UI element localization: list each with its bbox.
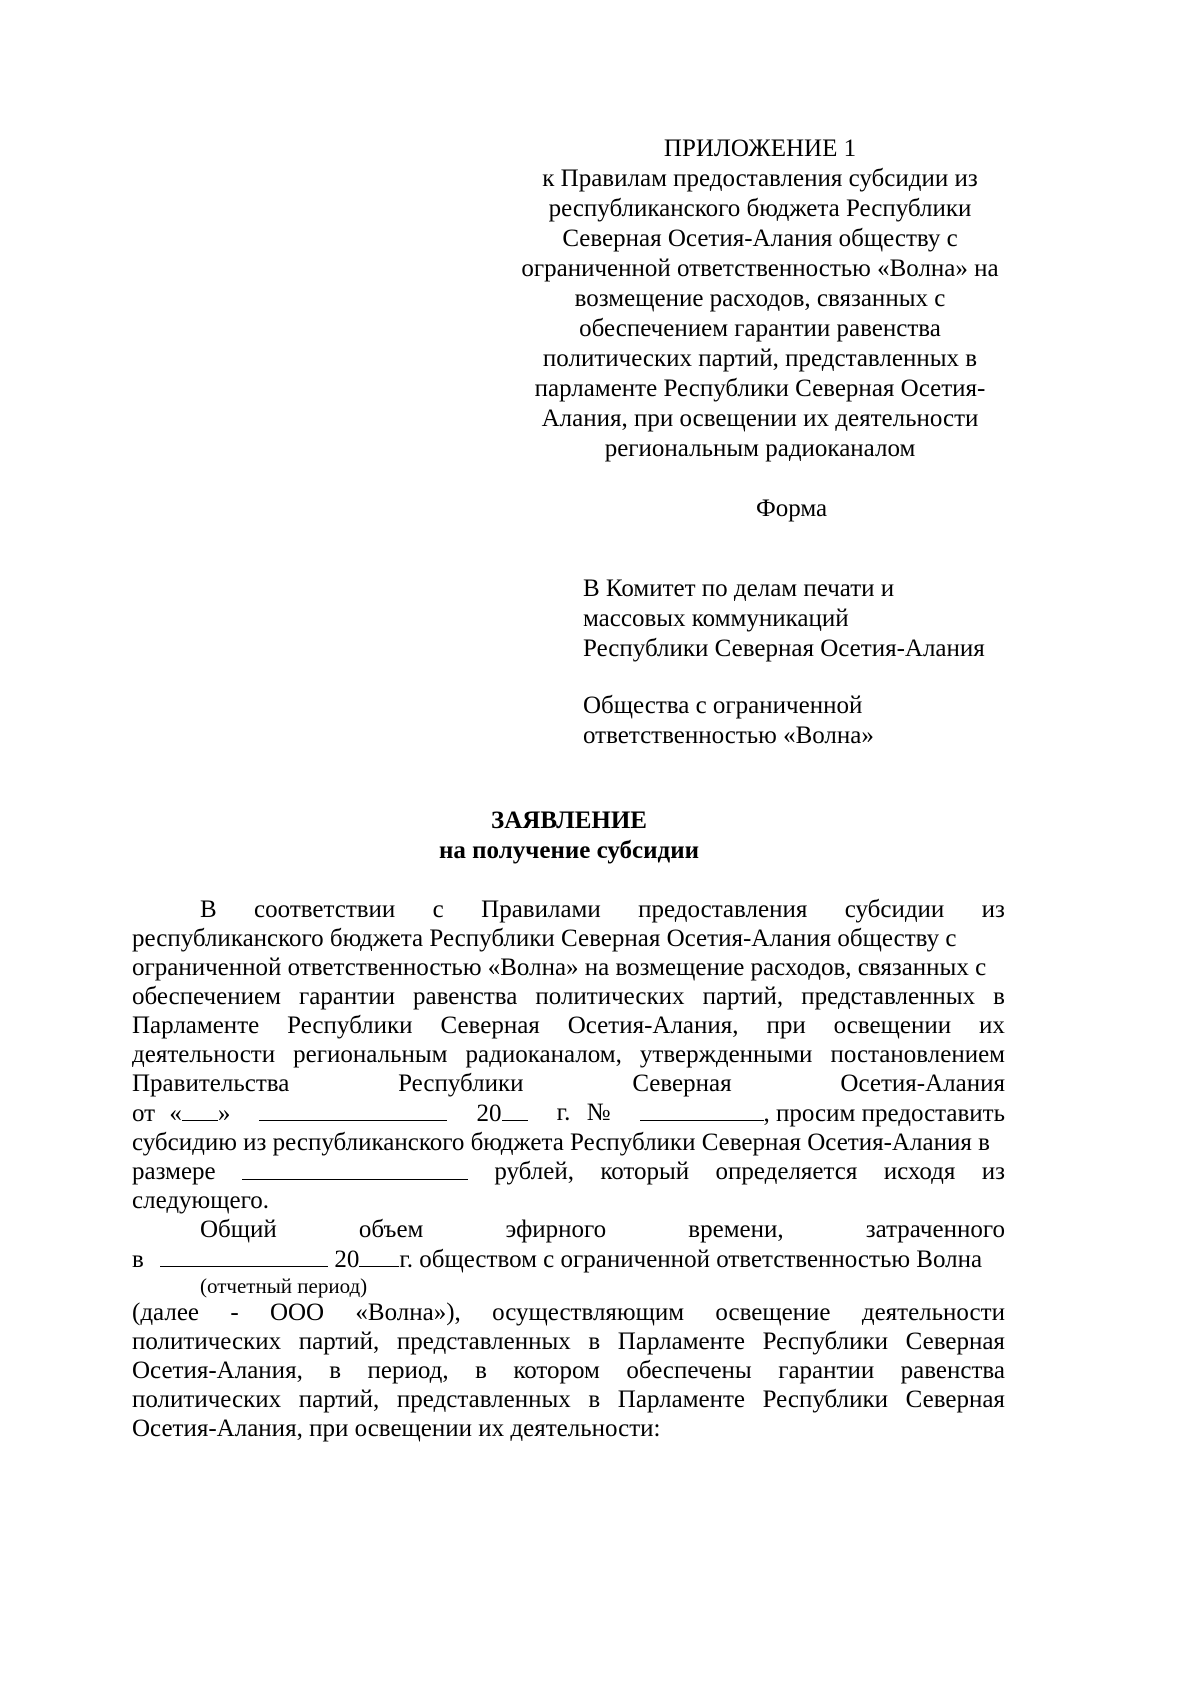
p2-line-6: политических партий, представленных в Парламенте Республики Северная (132, 1386, 1005, 1413)
appendix-line: Северная Осетия-Алания обществу с (562, 225, 958, 252)
heading-title: ЗАЯВЛЕНИЕ (491, 807, 647, 834)
p1-line-10: размере рублей, который определяется исходя из (132, 1158, 1005, 1185)
amount-blank[interactable] (242, 1157, 468, 1180)
body-text (132, 895, 1005, 1443)
appendix-line: Алания, при освещении их деятельности (541, 405, 979, 432)
p1-line-5: Парламенте Республики Северная Осетия-Алания, при освещении их (132, 1012, 1005, 1039)
addressee-line: Общества с ограниченной (583, 692, 863, 719)
form-label: Форма (756, 495, 828, 522)
addressee-to (583, 574, 985, 664)
period-blank[interactable] (160, 1244, 328, 1267)
p1-line-11: следующего. (132, 1187, 269, 1214)
appendix-line: региональным радиоканалом (604, 435, 916, 462)
p1-line-9: субсидию из республиканского бюджета Республики Северная Осетия-Алания в (132, 1129, 990, 1156)
appendix-line: парламенте Республики Северная Осетия- (534, 375, 986, 402)
appendix-line: республиканского бюджета Республики (548, 195, 972, 222)
appendix-line: обеспечением гарантии равенства (579, 315, 941, 342)
p1-line-4: обеспечением гарантии равенства политических партий, представленных в (132, 983, 1005, 1010)
appendix-title: ПРИЛОЖЕНИЕ 1 (663, 135, 857, 162)
p2-line-7: Осетия-Алания, при освещении их деятельности: (132, 1415, 661, 1442)
addressee-line: ответственностью «Волна» (583, 722, 874, 749)
day-blank[interactable] (182, 1098, 218, 1121)
heading-subtitle: на получение субсидии (439, 837, 699, 864)
p2-line-2: в 20 г. обществом с ограниченной ответственностью Волна (132, 1246, 983, 1273)
date-blank[interactable] (259, 1098, 447, 1121)
p1-line-7: Правительства Республики Северная Осетия-Алания (132, 1070, 1005, 1097)
period-caption: (отчетный период) (200, 1274, 368, 1298)
p1-line-8: от « » 20 г. № , просим предоставить (132, 1099, 1005, 1127)
p2-line-3: (далее - ООО «Волна»), осуществляющим освещение деятельности (132, 1299, 1005, 1326)
addressee-line: В Комитет по делам печати и (583, 575, 895, 602)
p2-line-1: Общий объем эфирного времени, затраченного (200, 1216, 1005, 1243)
number-blank[interactable] (640, 1098, 764, 1121)
p1-line-6: деятельности региональным радиоканалом, утвержденными постановлением (132, 1041, 1005, 1068)
p1-line-2: республиканского бюджета Республики Северная Осетия-Алания обществу с (132, 925, 957, 952)
appendix-header (520, 134, 1000, 464)
year-blank[interactable] (502, 1098, 528, 1121)
appendix-line: к Правилам предоставления субсидии из (542, 165, 978, 192)
addressee-line: массовых коммуникаций (583, 605, 849, 632)
p1-line-1: В соответствии с Правилами предоставления субсидии из (200, 896, 1005, 923)
appendix-line: ограниченной ответственностью «Волна» на (521, 255, 999, 282)
p2-line-5: Осетия-Алания, в период, в котором обеспечены гарантии равенства (132, 1357, 1005, 1384)
appendix-line: возмещение расходов, связанных с (574, 285, 946, 312)
addressee-line: Республики Северная Осетия-Алания (583, 635, 985, 662)
p2-line-4: политических партий, представленных в Парламенте Республики Северная (132, 1328, 1005, 1355)
p1-line-3: ограниченной ответственностью «Волна» на возмещение расходов, связанных с (132, 954, 987, 981)
appendix-line: политических партий, представленных в (542, 345, 978, 372)
period-year-blank[interactable] (359, 1244, 399, 1267)
addressee-from (583, 691, 874, 751)
document-heading (130, 806, 1008, 866)
